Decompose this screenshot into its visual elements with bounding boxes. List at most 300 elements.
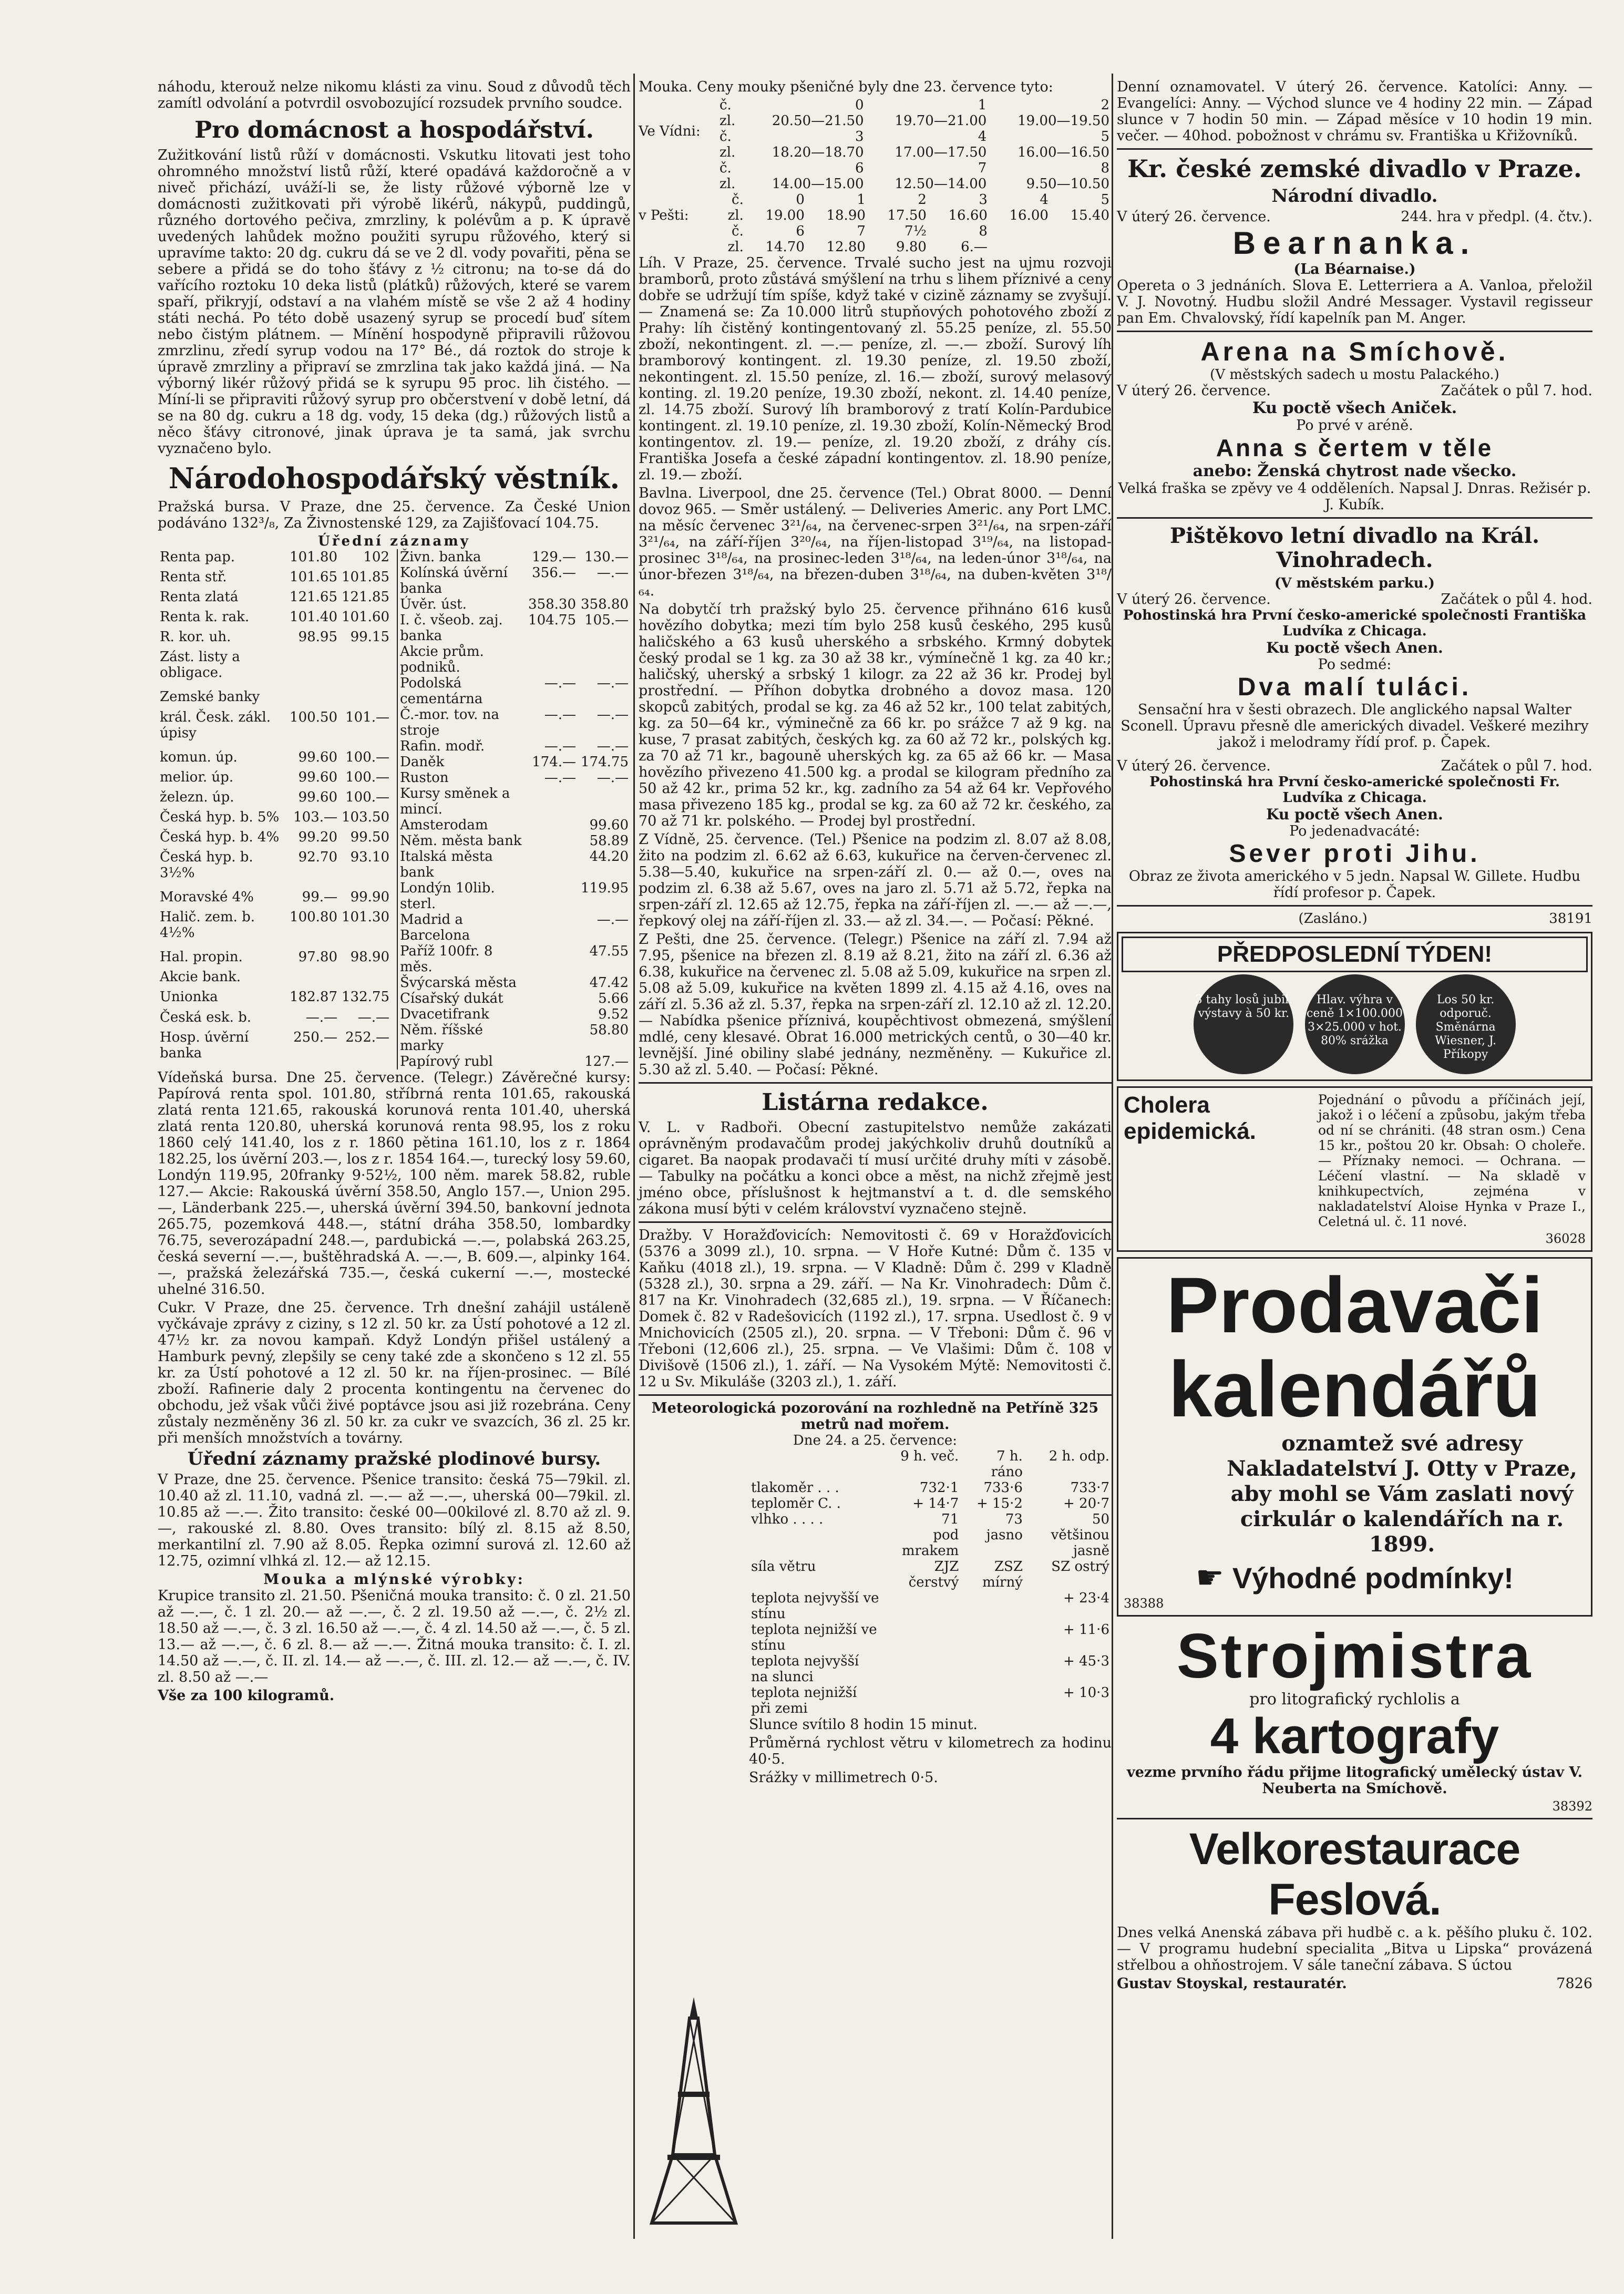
flour-row-cell: 6 xyxy=(855,160,864,176)
meteo-heading: Meteorologická pozorování na rozhledně na Petříně 325 metrů nad mořem. xyxy=(651,1400,1099,1433)
exchange-row xyxy=(158,789,392,809)
nt-title: Bearnanka. xyxy=(1232,225,1477,261)
exchange-row-cell: Česká hyp. b. 5% xyxy=(160,809,280,825)
exchange-row-cell: 102 xyxy=(363,549,389,565)
pest-row xyxy=(717,208,1112,223)
flour-row xyxy=(717,129,1112,145)
meteo-row-cell: 733·6 xyxy=(983,1480,1023,1496)
nt-description: Opereta o 3 jednáních. Slova E. Letterriera a A. Vanloa, přeložil V. J. Novotný. Hudbu složil André Messager. Vystavil regisseur pan Em. Chvalovský, řídí kapelník pan M. Anger. xyxy=(1117,277,1592,326)
exchange-row-cell: 92.70 xyxy=(298,849,338,865)
exchange-row xyxy=(158,769,392,789)
auctions-text: Dražby. V Horažďovicích: Nemovitosti č. 69 v Horažďovicích (5376 a 3099 zl.), 10. srpna. — V Hoře Kutné: Dům č. 135 v Kaňku (4018 zl.), 19. srpna. — V Kladně: Dům č. 299 v Kladně (5328 zl.), 30. srpna a 29. září. — Na Kr. Vinohradech: Dům č. 817 na Kr. Vinohradech (32,685 zl.), 19. srpna. — V Říčanech: Domek č. 82 v Radešovicích (1192 zl.), 17. srpna. Usedlost č. 9 v Mnichovicích (2505 zl.), 20. srpna. — V Třeboni: Dům č. 96 v Třeboni (12,606 zl.), 25. srpna. — Ve Vlašimi: Dům č. 108 v Divišově (1506 zl.), 1. září. — Na Vysokém Mýtě: Nemovitosti č. 12 u Sv. Mikuláše (3203 zl.), 1. září. xyxy=(639,1227,1112,1390)
lottery-medal-3: Los 50 kr. odporuč. Směnárna Wiesner, J. Příkopy xyxy=(1416,974,1516,1074)
flour-row-cell: č. xyxy=(720,160,732,176)
exchange-row-cell: Akcie prům. podniků. xyxy=(400,644,484,675)
meteo-row-cell: teplota nejvyšší na slunci xyxy=(751,1653,859,1685)
exchange-row-cell: Česká hyp. b. 3½% xyxy=(160,849,253,881)
exchange-row-cell: 100.— xyxy=(345,749,389,765)
exchange-row-cell: 99.60 xyxy=(298,769,338,785)
meteo-row-cell xyxy=(961,1685,1025,1716)
exchange-row-cell: 100.— xyxy=(345,769,389,785)
lottery-ad xyxy=(1117,932,1592,1081)
calendar-number: 38388 xyxy=(1124,1596,1164,1611)
exchange-row-cell: Ruston xyxy=(400,770,449,786)
exchange-row xyxy=(158,609,392,629)
exchange-row xyxy=(158,989,392,1009)
pest-cell: 7 xyxy=(857,223,866,239)
meteo-block xyxy=(749,1448,1112,1786)
exchange-row-cell: 174.— xyxy=(532,754,577,770)
exchange-row-cell: 100.— xyxy=(345,789,389,805)
lottery-medal-2: Hlav. výhra v ceně 1×100.000 3×25.000 v hot. 80% srážka xyxy=(1305,974,1405,1074)
exchange-row-cell: Švýcarská města xyxy=(400,975,517,991)
exchange-row xyxy=(397,833,631,849)
machinist-number: 38392 xyxy=(1552,1799,1592,1814)
exchange-row-cell xyxy=(287,649,340,689)
divider xyxy=(1117,148,1592,150)
exchange-row-cell: 100.80 xyxy=(290,909,338,925)
restaurant-sign-row xyxy=(1117,1976,1592,1992)
calendar-body: oznamtež své adresy Nakladatelství J. Otty v Praze, aby mohl se Vám zaslati nový cirkulár o kalendářích na r. 1899. xyxy=(1227,1431,1577,1557)
meteo-row-cell: 73 xyxy=(1005,1511,1023,1527)
flour-row xyxy=(717,113,1112,129)
pistek1-honor: Ku poctě všech Anen. xyxy=(1266,639,1443,656)
exchange-row-cell: 99.60 xyxy=(298,789,338,805)
cholera-headline: Cholera epidemická. xyxy=(1124,1092,1256,1144)
exchange-row xyxy=(397,549,631,565)
pest-cell: 19.00 xyxy=(765,208,805,223)
exchange-row-cell: 105.— xyxy=(584,612,629,628)
kg-note: Vše za 100 kilogramů. xyxy=(158,1688,335,1704)
meteo-row-cell: SZ ostrý xyxy=(1051,1559,1109,1575)
exchange-row xyxy=(158,889,392,909)
exchange-row xyxy=(397,1006,631,1022)
petrin-tower-illustration xyxy=(641,1997,746,2228)
exchange-row-cell: 101.30 xyxy=(342,909,389,925)
exchange-row-cell: 174.75 xyxy=(581,754,629,770)
flour-report: Krupice transito zl. 21.50. Pšeničná mouka transito: č. 0 zl. 21.50 až —.—, č. 1 zl. 20.— až —.—, č. 2 zl. 19.50 až —.—, č. 2½ zl. 18.50 až —.—, č. 3 zl. 16.50 až —.—, č. 4 zl. 14.50 až —.—, č. 5 zl. 13.— až —.—, č. 6 zl. 8.— až —.—. Žitná mouka transito: č. I. zl. 14.50 až —.—, č. II. zl. 14.— až —.—, č. III. zl. 12.— až —.—, č. IV. zl. 8.50 až —.— xyxy=(158,1588,631,1685)
flour-row-cell: 1 xyxy=(978,97,987,113)
national-theatre-heading: Národní divadlo. xyxy=(1271,186,1438,207)
pistek2-pre: Po jedenadvacáté: xyxy=(1289,823,1420,839)
exchange-row-cell xyxy=(287,969,340,989)
exchange-row-cell: 99.20 xyxy=(298,829,338,845)
meteo-row-cell: + 11·6 xyxy=(1063,1622,1109,1638)
pointing-hand-icon: ☛ xyxy=(1196,1559,1224,1596)
meteo-row-cell: teplota nejnižší ve stínu xyxy=(751,1622,877,1653)
exchange-row-cell xyxy=(526,1006,579,1022)
exchange-row-cell: král. Česk. zákl. úpisy xyxy=(160,709,271,741)
meteo-row-cell: vlhko . . . . xyxy=(751,1511,824,1527)
meteo-row xyxy=(749,1590,1112,1622)
flour-row-cell: 7 xyxy=(978,160,987,176)
exchange-row-cell: 44.20 xyxy=(589,849,629,865)
exchange-row-cell: Renta k. rak. xyxy=(160,609,250,625)
exchange-row-cell: Paříž 100fr. 8 měs. xyxy=(400,943,493,975)
lottery-medals xyxy=(1122,972,1588,1076)
pistek2-start: Začátek o půl 7. hod. xyxy=(1441,758,1592,774)
exchange-row-cell: Italská města bank xyxy=(400,849,493,880)
exchange-row-cell: Papírový rubl xyxy=(400,1054,493,1069)
exchange-row-cell: 132.75 xyxy=(342,989,389,1005)
pest-cell: 4 xyxy=(1040,192,1049,208)
pest-label: v Pešti: xyxy=(639,208,689,223)
exchange-row-cell: Renta pap. xyxy=(160,549,235,565)
exchange-row-cell: —.— xyxy=(544,738,577,754)
pistek1-date-row xyxy=(1117,591,1592,608)
exchange-row xyxy=(158,849,392,889)
exchange-row xyxy=(397,675,631,707)
meteo-row-cell: teplota nejvyšší ve stínu xyxy=(751,1590,879,1622)
pistek1-start: Začátek o půl 4. hod. xyxy=(1441,591,1592,608)
exchange-row xyxy=(397,991,631,1006)
exchange-row-cell xyxy=(526,849,579,880)
exchange-row-cell: 103.— xyxy=(293,809,338,825)
exchange-row-cell: Zást. listy a obligace. xyxy=(160,649,240,681)
flour-row-cell: zl. xyxy=(720,113,736,129)
meteo-row-cell: + 20·7 xyxy=(1063,1496,1109,1511)
letters-heading: Listárna redakce. xyxy=(762,1089,989,1116)
machinist-cartographers: 4 kartografy xyxy=(1210,1708,1499,1764)
pest-cell: 5 xyxy=(1101,192,1109,208)
pest-cell: 1 xyxy=(857,192,866,208)
restaurant-number: 7826 xyxy=(1556,1976,1592,1992)
flour-row-cell: č. xyxy=(720,97,732,113)
pest-cell: 18.90 xyxy=(826,208,866,223)
exchange-row-cell: 101.80 xyxy=(290,549,338,565)
arena-first: Po prvé v aréně. xyxy=(1296,417,1413,434)
pest-cell: 15.40 xyxy=(1070,208,1109,223)
arena-honor: Ku poctě všech Aniček. xyxy=(1252,399,1457,417)
exchange-row xyxy=(158,1010,392,1030)
exchange-row-cell xyxy=(526,880,579,912)
exchange-row-cell: 99.60 xyxy=(589,817,629,833)
exchange-row-cell xyxy=(526,975,579,991)
exchange-row xyxy=(397,612,631,644)
vienna-flour-block xyxy=(639,97,1112,192)
daily-announcer: Denní oznamovatel. V úterý 26. července. Katolíci: Anny. — Evangelíci: Anny. — Východ slunce ve 4 hodiny 22 min. — Západ slunce v 7 hodin 50 min. — Západ měsíce v 10 hodin 19 min. večer. — 40hod. pobožnost v chrámu sv. Františka u Křižovníků. xyxy=(1117,79,1592,144)
meteo-col-header: 7 h. ráno xyxy=(991,1448,1023,1480)
exchange-row xyxy=(158,829,392,849)
exchange-row xyxy=(158,649,392,689)
exchange-row-cell: Česká esk. b. xyxy=(160,1009,252,1025)
pest-cell: 3 xyxy=(979,192,988,208)
vienna-exchange-text: Vídeňská bursa. Dne 25. července. (Telegr.) Závěrečné kursy: Papírová renta spol. 101.80, stříbrná renta 101.65, rakouská zlatá renta 121.65, rakouská korunová renta 101.40, uherská zlatá renta 120.80, uherská korunová renta 98.95, los z roku 1860 celý 141.40, los z r. 1860 pětina 161.10, los z r. 1864 182.25, los úvěrní 203.—, los z r. 1854 164.—, turecký losy 59.60, Londýn 119.95, 20franky 9·52½, 100 něm. marek 58.82, ruble 127.— Akcie: Rakouská úvěrní 358.50, Anglo 157.—, Union 295.—, Länderbank 225.—, uherská úvěrní 394.50, bankovní jednota 265.75, pozemková 448.—, státní dráha 358.50, lombardky 76.75, severozápadní 248.—, pardubická —.—, polabská 263.25, česká severní —.—, buštěhradská A. —.—, B. 609.—, alpinky 164.—, pražská železářská 735.—, česká cukerní —.—, mostecké uhelné 316.50. xyxy=(158,1069,631,1298)
flour-heading: Mouka a mlýnské výrobky: xyxy=(263,1571,525,1588)
exchange-row-cell: I. č. všeob. zaj. banka xyxy=(400,612,503,644)
pest-cell: 6.— xyxy=(961,239,988,255)
meteo-row xyxy=(749,1511,1112,1527)
exchange-row-cell: 58.80 xyxy=(589,1022,629,1038)
exchange-row-cell: 101.85 xyxy=(342,569,389,585)
restaurant-headline: Velkorestaurace Feslová. xyxy=(1189,1824,1520,1924)
flour-row-cell: zl. xyxy=(720,145,736,160)
meteo-row-cell xyxy=(961,1622,1025,1653)
nt-date: V úterý 26. července. xyxy=(1117,209,1271,225)
exchange-row-cell: Daněk xyxy=(400,754,445,770)
vienna-flour-table xyxy=(717,97,1112,192)
grain-report: V Praze, dne 25. července. Pšenice transito: česká 75—79kil. zl. 10.40 až zl. 11.10, vadná zl. —.— až —.—, uherská 00—79kil. zl. 10.85 až —.—. Žito transito: české 00—00kilové zl. 8.70 až zl. 9.—, rakouské zl. 8.80. Oves transito: bílý zl. 8.15 až 8.50, merkantilní zl. 7.90 až 8.05. Řepka ozimní surová zl. 12.60 až 12.75, ozimní vlhká zl. 12.— až 12.15. xyxy=(158,1472,631,1569)
exchange-row xyxy=(158,629,392,649)
exchange-row-cell: 98.90 xyxy=(350,949,389,965)
divider xyxy=(639,1394,1112,1396)
divider xyxy=(1117,1818,1592,1819)
exchange-row-cell: 99.— xyxy=(302,889,338,906)
exchange-row-cell: 356.— xyxy=(532,565,577,581)
exchange-row-cell: Hosp. úvěrní banka xyxy=(160,1029,249,1061)
zaslano-label: (Zasláno.) xyxy=(1298,911,1368,927)
meteo-row-cell: 733·7 xyxy=(1070,1480,1109,1496)
exchange-row-cell: Renta zlatá xyxy=(160,589,239,605)
pest-cell: č. xyxy=(732,223,744,239)
meteo-row-cell: + 10·3 xyxy=(1063,1685,1109,1701)
meteo-precip: Srážky v millimetrech 0·5. xyxy=(749,1770,938,1786)
calendar-cta: Výhodné podmínky! xyxy=(1232,1561,1514,1595)
meteo-row-cell: teplota nejnižší při zemi xyxy=(751,1685,857,1716)
meteo-wind: Průměrná rychlost větru v kilometrech za hodinu 40·5. xyxy=(749,1735,1112,1767)
exchange-row-cell: 58.89 xyxy=(589,833,629,849)
meteo-row-cell: síla větru xyxy=(751,1559,816,1575)
pistek1-pre: Po sedmé: xyxy=(1318,656,1392,673)
exchange-row-cell xyxy=(526,912,579,943)
meteo-row-cell: ZSZ mírný xyxy=(982,1559,1023,1590)
flour-row-cell: 5 xyxy=(1101,129,1109,145)
nt-subtitle: (La Béarnaise.) xyxy=(1293,261,1416,277)
exchange-row xyxy=(397,849,631,880)
exchange-row-cell: 130.— xyxy=(584,549,629,565)
divider xyxy=(1117,331,1592,332)
exchange-row xyxy=(158,589,392,609)
exchange-row-cell: 119.95 xyxy=(581,880,629,896)
meteo-date: Dne 24. a 25. července: xyxy=(793,1433,958,1448)
exchange-row-cell: 47.55 xyxy=(589,943,629,959)
meteo-row-cell: + 14·7 xyxy=(912,1496,959,1511)
cholera-body: Pojednání o původu a příčinách její, jakož i o léčení a způsobu, jakým třeba od ní se chrániti. (48 stran osm.) Cena 15 kr., poštou 20 kr. Obsah: O choleře. — Příznaky nemoci. — Ochrana. — Léčení vlastní. — Na skladě v knihkupectvích, zejména v nakladatelství Aloise Hynka v Praze I., Celetná ul. č. 11 nové. xyxy=(1318,1092,1586,1229)
spirits-report: Líh. V Praze, 25. července. Trvalé sucho jest na ujmu rozvoji bramborů, proto zůstává smýšlení na trhu s lihem příznivé a ceny dobře se udržují tím spíše, když také v cizině záznamy se zvyšují. — Znamená se: Za 10.000 litrů stupňových pohotového zboží z Prahy: líh čistěný kontingentovaný zl. 55.25 peníze, zl. 55.50 zboží, nekontingent. zl. —.— peníze, zl. —.— zboží. Surový líh bramborový kontingent. zl. 19.30 peníze, zl. 19.50 zboží, nekontingent. zl. 15.50 peníze, zl. 16.— zboží, surový melasový konting. zl. 19.20 peníze, 19.30 zboží, nekont. zl. 14.40 peníze, zl. 14.75 zboží. Surový líh bramborový z tratí Kolín-Pardubice kontingent. zl. 19.10 peníze, zl. 19.30 zboží, Kolín-Německý Brod kontingentov. zl. 19.— peníze, zl. 19.20 zboží, z dráhy cís. Františka Josefa a české západní kontingentov. zl. 18.90 peníze, zl. 19.— zboží. xyxy=(639,255,1112,483)
exchange-row xyxy=(397,943,631,975)
exchange-row-cell: 250.— xyxy=(293,1029,338,1045)
cholera-number: 36028 xyxy=(1545,1231,1586,1246)
exchange-row-cell: Živn. banka xyxy=(400,549,481,565)
exchange-row-cell xyxy=(526,786,579,817)
exchange-row xyxy=(397,1054,631,1069)
exchange-row xyxy=(397,912,631,943)
pest-cell: 6 xyxy=(796,223,805,239)
divider xyxy=(1117,517,1592,519)
exchange-row-cell: —.— xyxy=(597,912,629,928)
pest-row xyxy=(717,223,1112,239)
exchange-table-right xyxy=(397,549,631,1069)
pest-cell: č. xyxy=(732,192,744,208)
divider xyxy=(639,1082,1112,1084)
meteo-row-cell: teploměr C. . xyxy=(751,1496,841,1511)
pistek-subtitle: (V městském parku.) xyxy=(1274,575,1435,591)
exchange-row-cell: —.— xyxy=(597,707,629,723)
meteo-row xyxy=(749,1653,1112,1685)
exchange-row-cell: 121.65 xyxy=(290,589,338,605)
vienna-market-report: Z Vídně, 25. července. (Tel.) Pšenice na podzim zl. 8.07 až 8.08, žito na podzim zl. 6.62 až 6.63, kukuřice na červen-červenec zl. 5.38—5.40, kukuřice na srpen-září zl. 0.— až 0.—, oves na podzim zl. 6.38 až 5.67, oves na jaro zl. 5.71 až 5.72, řepka na srpen-září zl. 12.65 až 12.75, řepka na září-říjen zl. —.— až —.—, řepkový olej na září-říjen zl. 33.— až zl. 34.—. — Počasí: Pěkné. xyxy=(639,831,1112,929)
exchange-row-cell: Něm. města bank xyxy=(400,833,522,849)
official-records-heading: Úřední záznamy xyxy=(318,533,470,549)
exchange-row-cell: 47.42 xyxy=(589,975,629,991)
lottery-headline: PŘEDPOSLEDNÍ TÝDEN! xyxy=(1122,937,1588,972)
meteo-row xyxy=(749,1622,1112,1653)
flour-row-cell: 17.00—17.50 xyxy=(895,145,987,160)
arena-subtitle: (V městských sadech u mostu Palackého.) xyxy=(1210,367,1499,383)
exchange-row xyxy=(397,880,631,912)
pistek2-honor: Ku poctě všech Anen. xyxy=(1266,806,1443,823)
exchange-row-cell: 182.87 xyxy=(290,989,338,1005)
exchange-row-cell xyxy=(526,943,579,975)
exchange-row xyxy=(397,596,631,612)
exchange-row-cell: 5.66 xyxy=(598,991,629,1006)
pest-cell: 17.50 xyxy=(887,208,927,223)
letters-text: V. L. v Radboři. Obecní zastupitelstvo nemůže zakázati oprávněným prodavačům prodej jakýchkoliv druhů doutníků a cigaret. Ba naopak prodavači tí musí určité druhy míti v zásobě. — Tabulky na počátku a konci obce a měst, na nichž zřejmě jest jméno obce, příslušnost k hejtmanství a t. d. dle semského zákona musí býti v celém království vyznačeno stejně. xyxy=(639,1119,1112,1217)
exchange-row xyxy=(158,969,392,989)
exchange-row-cell: Unionka xyxy=(160,989,218,1005)
exchange-row xyxy=(397,754,631,770)
flour-row xyxy=(717,145,1112,160)
divider xyxy=(639,1221,1112,1223)
pistek2-description: Obraz ze života amerického v 5 jedn. Napsal W. Gillete. Hudbu řídí profesor p. Čapek. xyxy=(1128,868,1581,901)
exchange-row-cell: 129.— xyxy=(532,549,577,565)
grain-heading: Úřední záznamy pražské plodinové bursy. xyxy=(187,1448,601,1469)
exchange-row-cell: 101.— xyxy=(345,709,389,725)
exchange-row-cell: —.— xyxy=(597,565,629,581)
home-heading: Pro domácnost a hospodářství. xyxy=(194,117,594,143)
exchange-row-cell xyxy=(526,1022,579,1054)
exchange-row-cell: Renta stř. xyxy=(160,569,227,585)
meteo-row xyxy=(749,1685,1112,1716)
exchange-row-cell: Úvěr. úst. xyxy=(400,596,467,612)
machinist-body: vezme prvního řádu přijme litografický umělecký ústav V. Neuberta na Smíchově. xyxy=(1127,1764,1582,1797)
nt-count: 244. hra v předpl. (4. čtv.). xyxy=(1401,209,1592,225)
pistek1-guest: Pohostinská hra První česko-americké společnosti Františka Ludvíka z Chicaga. xyxy=(1123,608,1587,639)
arena-date: V úterý 26. července. xyxy=(1117,383,1271,399)
roses-article: Zužitkování listů růží v domácnosti. Vskutku litovati jest toho ohromného množství listů růží, které opadává každoročně a v niveč přichází, uváží-li se, že listy růžové výborně lze v domácnosti zužitkovati při výrobě likérů, nákypů, puddingů, různého dortového pečiva, zmrzliny, k polévům a p. K úpravě uvedených lahůdek možno použiti syrupu růžového, který si upravíme takto: 20 dg. cukru dá se ve 2 dl. vody povařiti, pěna se sebere a přidá se do toho šťávy z ½ citronu; na to-se dá do vařícího roztoku 10 deka listů (plátků) růžových, které se varem spaří, přikryjí, odstaví a na vlahém místě se vše 2 až 4 hodiny státi nechá. Po této době usazený syrup se procedí buď sítem nebo čistým plátnem. — Mínění hospodyně připravili růžovou zmrzlinu, zředí syrup vodou na 17° Bé., dá roztok do stroje k úpravě zmrzliny a připraví se zmrzlina tak jako každá jiná. — Na výborný likér růžový přidá se k syrupu 95 proc. lih čistého. — Míní-li se připraviti růžový syrup pro občerstvení v době letní, dá se na 80 dg. cukru a 18 dg. vody, 15 deka (dg.) růžových listů a něco šťávy citronové, jinak úprava je ta samá, jak svrchu vyznačeno bylo. xyxy=(158,147,631,457)
meteo-row-cell: + 45·3 xyxy=(1063,1653,1109,1669)
pest-cell: 2 xyxy=(918,192,927,208)
exchange-row-cell: Něm. říšské marky xyxy=(400,1022,483,1054)
flour-row-cell: 12.50—14.00 xyxy=(895,176,987,192)
flour-row-cell: 9.50—10.50 xyxy=(1026,176,1109,192)
pest-cell: 0 xyxy=(796,192,805,208)
exchange-row-cell: 101.40 xyxy=(290,609,338,625)
arena-start: Začátek o půl 7. hod. xyxy=(1441,383,1592,399)
exchange-row-cell: 99.60 xyxy=(298,749,338,765)
meteo-header-row xyxy=(749,1448,1112,1480)
prague-exchange-text: Pražská bursa. V Praze, dne 25. července. Za České Union podáváno 132³/₈, Za Živnostenské 129, za Zajišťovací 104.75. xyxy=(158,499,631,531)
exchange-row-cell: 99.15 xyxy=(350,629,389,645)
meteo-row-cell: + 23·4 xyxy=(1063,1590,1109,1606)
exchange-row-cell: Císařský dukát xyxy=(400,991,503,1006)
meteo-row-cell: jasno xyxy=(986,1527,1023,1543)
column-rule-1 xyxy=(633,74,635,2239)
exchange-row-cell: 100.50 xyxy=(290,709,338,725)
exchange-row-cell: 9.52 xyxy=(598,1006,629,1022)
flour-row xyxy=(717,176,1112,192)
meteo-row-cell: pod mrakem xyxy=(901,1527,959,1559)
exchange-row-cell: železn. úp. xyxy=(160,789,234,805)
exchange-row-cell: Zemské banky xyxy=(160,689,260,705)
exchange-row-cell: Halič. zem. b. 4½% xyxy=(160,909,255,941)
pistek1-title: Dva malí tuláci. xyxy=(1237,673,1472,701)
meteo-row xyxy=(749,1527,1112,1559)
nt-date-row xyxy=(1117,209,1592,225)
zaslano-row xyxy=(1117,911,1592,927)
pest-market-report: Z Pešti, dne 25. července. (Telegr.) Pšenice na září zl. 7.94 až 7.95, pšenice na březen zl. 8.19 až 8.21, žito na září zl. 6.36 až 6.38, kukuřice na červenec zl. 5.08 až 5.09, kukuřice na srpen zl. 5.08 až 5.09, kukuřice na květen 1899 zl. 4.15 až 4.16, oves na září zl. 5.36 až zl. 5.37, řepka na srpen-září zl. 12.10 až zl. 12.20. — Nabídka pšenice příznivá, koupěchtivost obmezená, smýšlení mdlé, ceny klesavé. Obrat 16.000 metrických centů, o 30—40 kr. levnější. Jiné obiliny slabé jednány, nezměněny. — Kukuřice zl. 5.30 až zl. 5.40. — Počasí: Pěkné. xyxy=(639,931,1112,1078)
flour-row-cell: 8 xyxy=(1101,160,1109,176)
exchange-row-cell xyxy=(340,689,392,709)
exchange-row xyxy=(158,949,392,969)
pistek2-title: Sever proti Jihu. xyxy=(1229,840,1481,868)
arena-play-alt: anebo: Ženská chytrost nade všecko. xyxy=(1193,462,1517,480)
intro-paragraph: náhodu, kterouž nelze nikomu klásti za vinu. Soud z důvodů těch zamítl odvolání a potvrdil osvobozující rozsudek prvního soudce. xyxy=(158,79,631,111)
exchange-row-cell: 358.30 xyxy=(528,596,577,612)
pistek-heading: Pištěkovo letní divadlo na Král. Vinohradech. xyxy=(1169,523,1540,572)
exchange-row-cell: 101.60 xyxy=(342,609,389,625)
exchange-row-cell: 252.— xyxy=(345,1029,389,1045)
flour-row-cell: 14.00—15.00 xyxy=(772,176,864,192)
pest-cell: 8 xyxy=(979,223,988,239)
pest-flour-block xyxy=(639,192,1112,255)
exchange-tables xyxy=(158,549,631,1069)
exchange-row xyxy=(397,975,631,991)
exchange-row-cell: Dvacetifrank xyxy=(400,1006,489,1022)
cholera-ad xyxy=(1117,1086,1592,1252)
calendar-cta-row xyxy=(1124,1559,1586,1596)
exchange-row xyxy=(397,565,631,596)
exchange-row-cell: Česká hyp. b. 4% xyxy=(160,829,280,845)
calendar-ad xyxy=(1117,1257,1592,1617)
flour-row-cell: 20.50—21.50 xyxy=(772,113,864,129)
flour-row xyxy=(717,97,1112,113)
exchange-row-cell: 98.95 xyxy=(298,629,338,645)
pest-flour-table xyxy=(717,192,1112,255)
calendar-line-1: Prodavači xyxy=(1166,1261,1544,1349)
zaslano-number: 38191 xyxy=(1549,911,1592,927)
exchange-row-cell xyxy=(340,649,392,689)
exchange-row-cell: Akcie bank. xyxy=(160,969,241,985)
exchange-table-left xyxy=(158,549,392,1069)
exchange-row-cell: Podolská cementárna xyxy=(400,675,483,707)
exchange-row xyxy=(397,644,631,675)
exchange-row-cell: 358.80 xyxy=(581,596,629,612)
pest-cell: 7½ xyxy=(904,223,927,239)
meteo-row-cell: 50 xyxy=(1092,1511,1109,1527)
exchange-row-cell: 99.90 xyxy=(350,889,389,906)
pest-cell: 16.60 xyxy=(948,208,988,223)
pest-row xyxy=(717,239,1112,255)
theatre-heading: Kr. české zemské divadlo v Praze. xyxy=(1127,155,1582,183)
exchange-row xyxy=(158,569,392,589)
exchange-row-cell: 103.50 xyxy=(342,809,389,825)
exchange-row-cell: —.— xyxy=(305,1009,338,1025)
meteo-row-cell: 732·1 xyxy=(919,1480,959,1496)
exchange-row-cell: Č.-mor. tov. na stroje xyxy=(400,707,499,738)
exchange-row-cell xyxy=(526,644,579,675)
exchange-row-cell: —.— xyxy=(597,675,629,691)
flour-row-cell: 0 xyxy=(855,97,864,113)
pest-cell: 9.80 xyxy=(896,239,927,255)
exchange-row-cell xyxy=(526,1054,579,1069)
flour-prices-intro: Mouka. Ceny mouky pšeničné byly dne 23. července tyto: xyxy=(639,79,1053,95)
exchange-row-cell: —.— xyxy=(597,770,629,786)
exchange-row xyxy=(158,1030,392,1069)
cotton-report: Bavlna. Liverpool, dne 25. července (Tel.) Obrat 8000. — Denní dovoz 965. — Směr ustálený. — Deliveries Americ. any Port LMC. na měsíc červenec 3²¹/₆₄, na červenec-srpen 3²¹/₆₄, na srpen-září 3²¹/₆₄, na září-říjen 3²⁰/₆₄, na říjen-listopad 3¹⁹/₆₄, na listopad-prosinec 3¹⁸/₆₄, na prosinec-leden 3¹⁸/₆₄, na leden-únor 3¹⁸/₆₄, na únor-březen 3¹⁸/₆₄, na březen-duben 3¹⁸/₆₄, na duben-květen 3¹⁸/₆₄. xyxy=(639,485,1112,599)
exchange-row xyxy=(397,786,631,817)
pistek2-date-row xyxy=(1117,758,1592,774)
